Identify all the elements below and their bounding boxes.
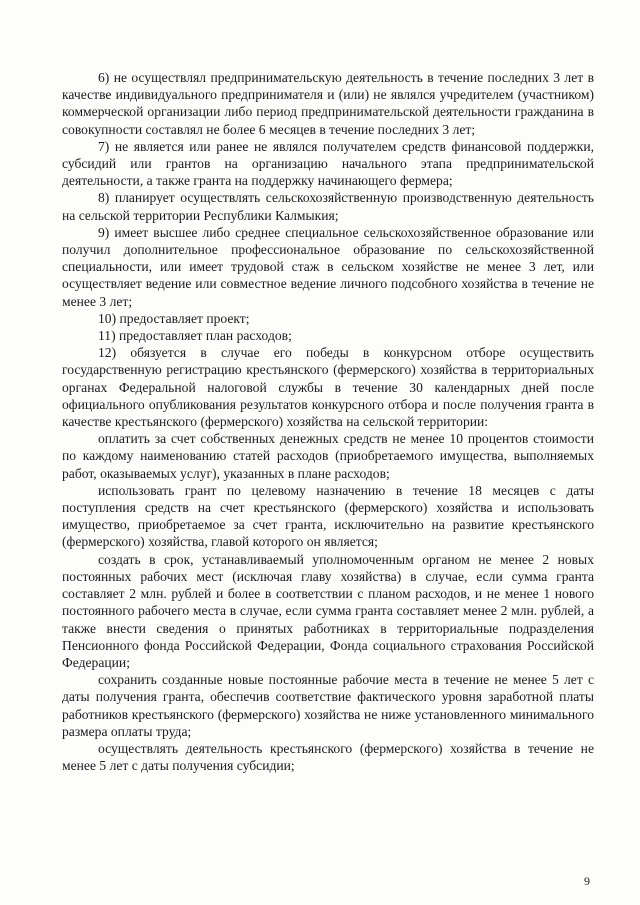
paragraph-item-11: 11) предоставляет план расходов; <box>98 328 292 344</box>
document-body <box>62 69 594 774</box>
paragraph-item-10: 10) предоставляет проект; <box>98 310 250 326</box>
paragraph-item-6: 6) не осуществлял предпринимательскую деятельность в течение последних 3 лет в качестве индивидуального предпринимателя и (или) не являлся учредителем (участником) коммерческой организации либо период предпринимательской деятельности гражданина в совокупности составлял не более 6 месяцев в течение последних 3 лет; <box>62 70 594 137</box>
obligation-create-jobs: создать в срок, устанавливаемый уполномоченным органом не менее 2 новых постоянных рабочих мест (исключая главу хозяйства) в случае, если сумма гранта составляет 2 млн. рублей и более в соответствии с планом расходов, и не менее 1 нового постоянного рабочего места в случае, если сумма гранта составляет менее 2 млн. рублей, а также внести сведения о принятых работниках в территориальные подразделения Пенсионного фонда Российской Федерации, Фонда социального страхования Российской Федерации; <box>62 551 594 670</box>
page-number: 9 <box>584 874 590 888</box>
paragraph-item-12: 12) обязуется в случае его победы в конкурсном отборе осуществить государственную регистрацию крестьянского (фермерского) хозяйства в территориальных органах Федеральной налоговой службы в течение 30 календарных дней после официального опубликования результатов конкурсного отбора и после получения гранта в качестве крестьянского (фермерского) хозяйства на сельской территории: <box>62 345 594 430</box>
obligation-grant-use: использовать грант по целевому назначению в течение 18 месяцев с даты поступления средств на счет крестьянского (фермерского) хозяйства и использовать имущество, приобретаемое за счет гранта, исключительно на развитие крестьянского (фермерского) хозяйства, главой которого он является; <box>62 482 594 550</box>
obligation-keep-jobs: сохранить созданные новые постоянные рабочие места в течение не менее 5 лет с даты получения гранта, обеспечив соответствие фактического уровня заработной платы работников крестьянского (фермерского) хозяйства не ниже установленного минимального размера оплаты труда; <box>62 672 594 739</box>
obligation-cofinancing: оплатить за счет собственных денежных средств не менее 10 процентов стоимости по каждому наименованию статей расходов (приобретаемого имущества, выполняемых работ, оказываемых услуг), указанных в плане расходов; <box>62 431 594 481</box>
obligation-operate-5-years: осуществлять деятельность крестьянского (фермерского) хозяйства в течение не менее 5 лет с даты получения субсидии; <box>62 740 594 774</box>
paragraph-item-8: 8) планирует осуществлять сельскохозяйственную производственную деятельность на сельской территории Республики Калмыкия; <box>62 190 594 223</box>
paragraph-item-9: 9) имеет высшее либо среднее специальное сельскохозяйственное образование или получил дополнительное профессиональное образование по сельскохозяйственной специальности, или имеет трудовой стаж в сельском хозяйстве не менее 3 лет, или осуществляет ведение или совместное ведение личного подсобного хозяйства в течение не менее 3 лет; <box>62 224 594 309</box>
paragraph-item-7: 7) не является или ранее не являлся получателем средств финансовой поддержки, субсидий или грантов на организацию начального этапа предпринимательской деятельности, а также гранта на поддержку начинающего фермера; <box>62 138 594 189</box>
